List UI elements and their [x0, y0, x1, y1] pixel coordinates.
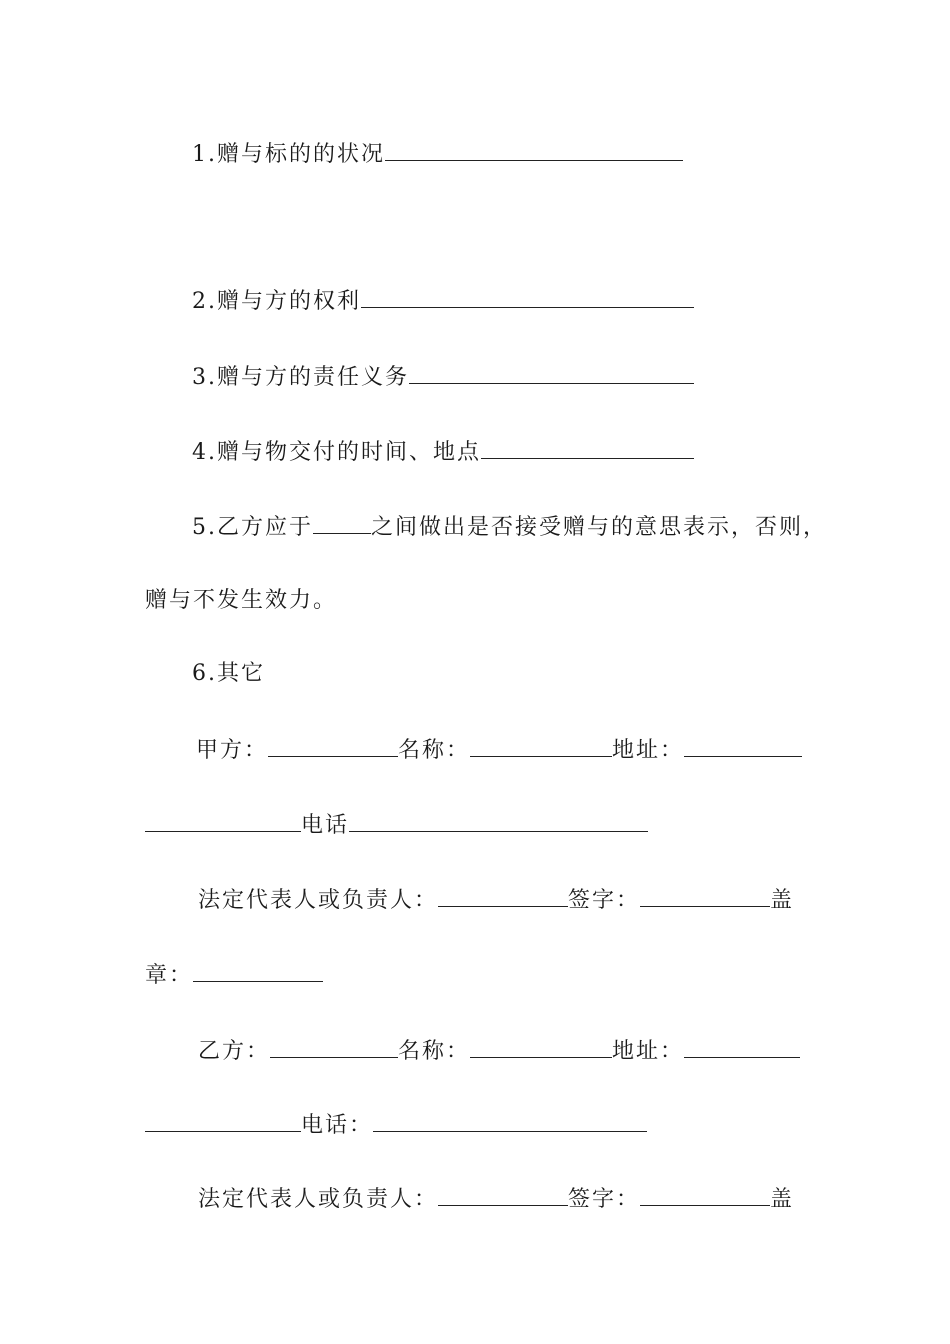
item-4-field[interactable]	[481, 436, 694, 459]
party-a-address-field[interactable]	[684, 734, 802, 757]
item-1-label: 1.赠与标的的状况	[192, 142, 385, 167]
party-a-sign-label: 签字：	[568, 888, 641, 913]
party-a-line-1	[196, 734, 802, 766]
party-a-rep-label: 法定代表人或负责人：	[198, 888, 439, 913]
party-b-field[interactable]	[270, 1035, 398, 1058]
party-a-phone-label: 电话	[301, 813, 350, 838]
party-a-rep-field[interactable]	[438, 884, 568, 907]
item-6-label: 6.其它	[192, 661, 265, 686]
party-b-line-2	[145, 1109, 647, 1141]
party-b-name-label: 名称：	[398, 1039, 471, 1064]
item-2-field[interactable]	[361, 285, 694, 308]
party-b-phone-label: 电话：	[301, 1113, 374, 1138]
party-a-sign-field[interactable]	[640, 884, 770, 907]
item-4-label: 4.赠与物交付的时间、地点	[192, 440, 481, 465]
party-b-seal-label-1: 盖	[770, 1187, 795, 1212]
party-a-name-label: 名称：	[398, 738, 471, 763]
party-a-seal-label-1: 盖	[770, 888, 795, 913]
party-a-line-4	[145, 959, 323, 991]
party-b-address-field-cont[interactable]	[145, 1109, 301, 1132]
item-6	[192, 659, 265, 689]
party-b-rep-label: 法定代表人或负责人：	[198, 1187, 439, 1212]
party-a-address-label: 地址：	[612, 738, 685, 763]
item-5-date-field[interactable]	[313, 511, 371, 534]
item-1	[192, 138, 683, 170]
party-b-phone-field[interactable]	[373, 1109, 647, 1132]
item-3-label: 3.赠与方的责任义务	[192, 365, 409, 390]
item-2	[192, 285, 694, 317]
item-3-field[interactable]	[409, 361, 694, 384]
party-a-seal-label-2: 章：	[145, 963, 194, 988]
party-a-name-field[interactable]	[470, 734, 612, 757]
party-a-seal-field[interactable]	[193, 959, 323, 982]
party-a-label: 甲方：	[196, 738, 269, 763]
party-a-line-2	[145, 809, 648, 841]
party-a-phone-field[interactable]	[349, 809, 648, 832]
item-5-label-b: 之间做出是否接受赠与的意思表示，否则，	[371, 515, 828, 540]
party-a-field[interactable]	[268, 734, 398, 757]
party-b-address-field[interactable]	[684, 1035, 800, 1058]
item-5	[192, 511, 827, 543]
party-b-line-1	[198, 1035, 800, 1067]
item-2-label: 2.赠与方的权利	[192, 289, 361, 314]
item-5-label-a: 5.乙方应于	[192, 515, 313, 540]
party-b-name-field[interactable]	[470, 1035, 612, 1058]
party-b-sign-label: 签字：	[568, 1187, 641, 1212]
party-b-sign-field[interactable]	[640, 1183, 770, 1206]
item-1-field[interactable]	[385, 138, 683, 161]
party-b-rep-field[interactable]	[438, 1183, 568, 1206]
party-a-address-field-cont[interactable]	[145, 809, 301, 832]
item-4	[192, 436, 694, 468]
party-b-address-label: 地址：	[612, 1039, 685, 1064]
party-b-line-3	[198, 1183, 794, 1215]
item-5-label-c: 赠与不发生效力。	[145, 588, 338, 613]
item-3	[192, 361, 694, 393]
item-5-continued	[145, 586, 337, 616]
party-a-line-3	[198, 884, 794, 916]
party-b-label: 乙方：	[198, 1039, 271, 1064]
